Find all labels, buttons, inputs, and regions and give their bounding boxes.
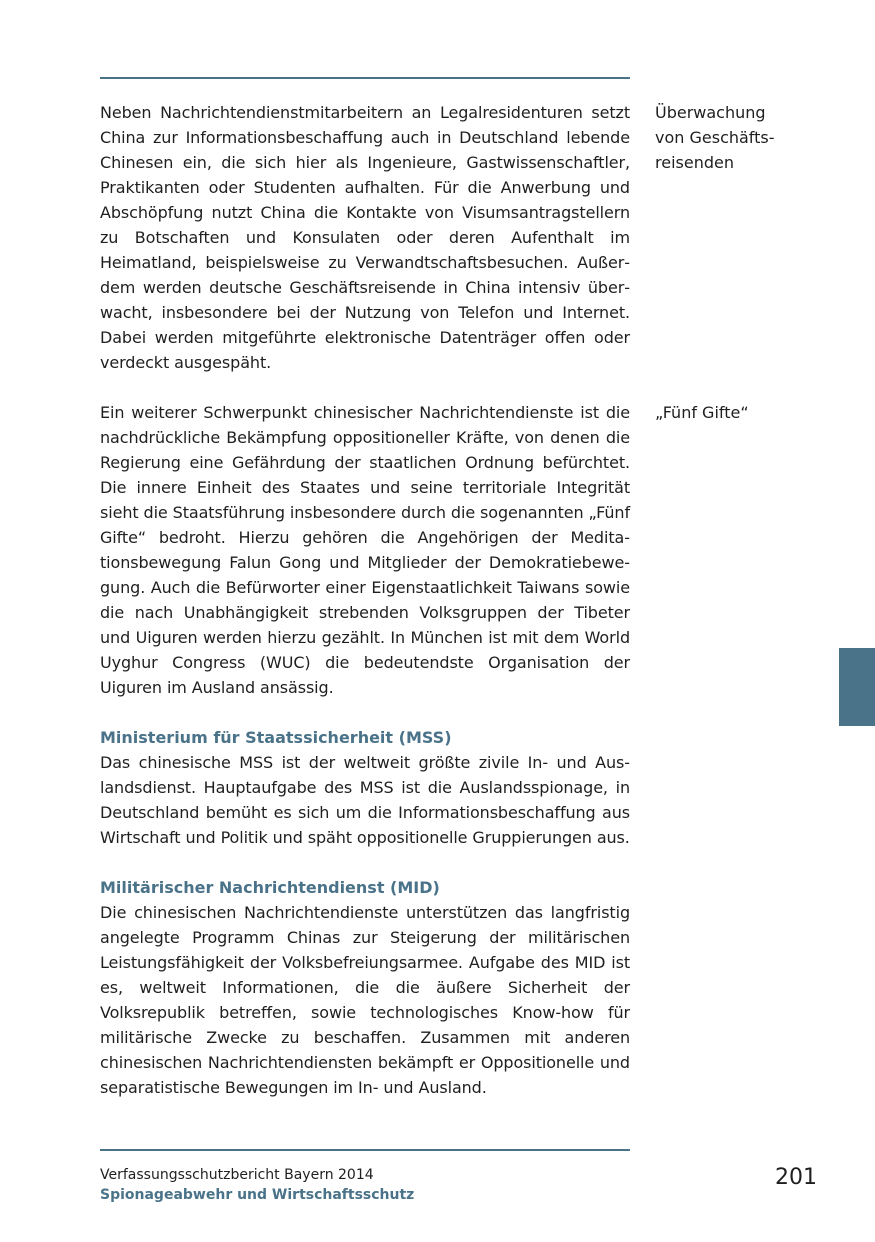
section-mid bbox=[100, 875, 630, 1100]
bottom-rule bbox=[100, 1149, 630, 1151]
margin-note-ueberwachung: Überwachung von Geschäftsreisenden bbox=[655, 103, 775, 172]
footer-subtitle: Spionageabwehr und Wirtschaftsschutz bbox=[100, 1187, 415, 1203]
paragraph-text: Ein weiterer Schwerpunkt chinesischer Nachrichtendienste ist die nachdrückliche Bekämpfung oppositioneller Kräfte, von denen die Regierung eine Gefährdung der staatlichen Ordnung befürchtet. Die innere Einheit des Staates und seine territoriale Integrität sieht die Staatsführung insbesondere durch die sogenannten „Fünf Gifte“ bedroht. Hierzu gehören die Angehörigen der Meditationsbewegung Falun Gong und Mitglieder der Demokratiebewegung. Auch die Befürworter einer Eigenstaatlichkeit Taiwans sowie die nach Unabhängigkeit strebenden Volksgruppen der Tibeter und Uiguren werden hierzu gezählt. In München ist mit dem World Uyghur Congress (WUC) die bedeutendste Organisation der Uiguren im Ausland ansässig. bbox=[100, 403, 630, 697]
paragraph-text: Neben Nachrichtendienstmitarbeitern an Legalresidenturen setzt China zur Informationsbeschaffung auch in Deutschland lebende Chinesen ein, die sich hier als Ingenieure, Gastwissenschaftler, Praktikanten oder Studenten aufhalten. Für die Anwerbung und Abschöpfung nutzt China die Kontakte von Visumsantragstellern zu Botschaften und Konsulaten oder deren Aufenthalt im Heimatland, beispielsweise zu Verwandtschaftsbesuchen. Außerdem werden deutsche Geschäftsreisende in China intensiv überwacht, insbesondere bei der Nutzung von Telefon und Internet. Dabei werden mitgeführte elektronische Datenträger offen oder verdeckt ausgespäht. bbox=[100, 103, 630, 372]
paragraph-mid: Die chinesischen Nachrichtendienste unterstützen das langfristig angelegte Programm Chinas zur Steigerung der militärischen Leistungsfähigkeit der Volksbefreiungsarmee. Aufgabe des MID ist es, weltweit Informationen, die die äußere Sicherheit der Volksrepublik betreffen, sowie technologisches Know-how für militärische Zwecke zu beschaffen. Zusammen mit anderen chinesischen Nachrichtendiensten bekämpft er Oppositionelle und separatistische Bewegungen im In- und Ausland. bbox=[100, 903, 630, 1097]
top-rule bbox=[100, 77, 630, 79]
margin-note-fuenf-gifte: „Fünf Gifte“ bbox=[655, 403, 749, 422]
page-number: 201 bbox=[775, 1165, 817, 1190]
footer-title: Verfassungsschutzbericht Bayern 2014 bbox=[100, 1167, 374, 1183]
section-mss bbox=[100, 725, 630, 850]
paragraph-mss: Das chinesische MSS ist der weltweit größte zivile In- und Auslandsdienst. Hauptaufgabe des MSS ist die Auslandsspionage, in Deutschland bemüht es sich um die Informationsbeschaffung aus Wirtschaft und Politik und späht oppositionelle Gruppierungen aus. bbox=[100, 753, 630, 847]
chapter-side-tab bbox=[839, 648, 875, 726]
heading-mss: Ministerium für Staatssicherheit (MSS) bbox=[100, 728, 452, 747]
paragraph-legalresidenturen bbox=[100, 100, 630, 375]
heading-mid: Militärischer Nachrichtendienst (MID) bbox=[100, 878, 440, 897]
paragraph-fuenf-gifte bbox=[100, 400, 630, 700]
